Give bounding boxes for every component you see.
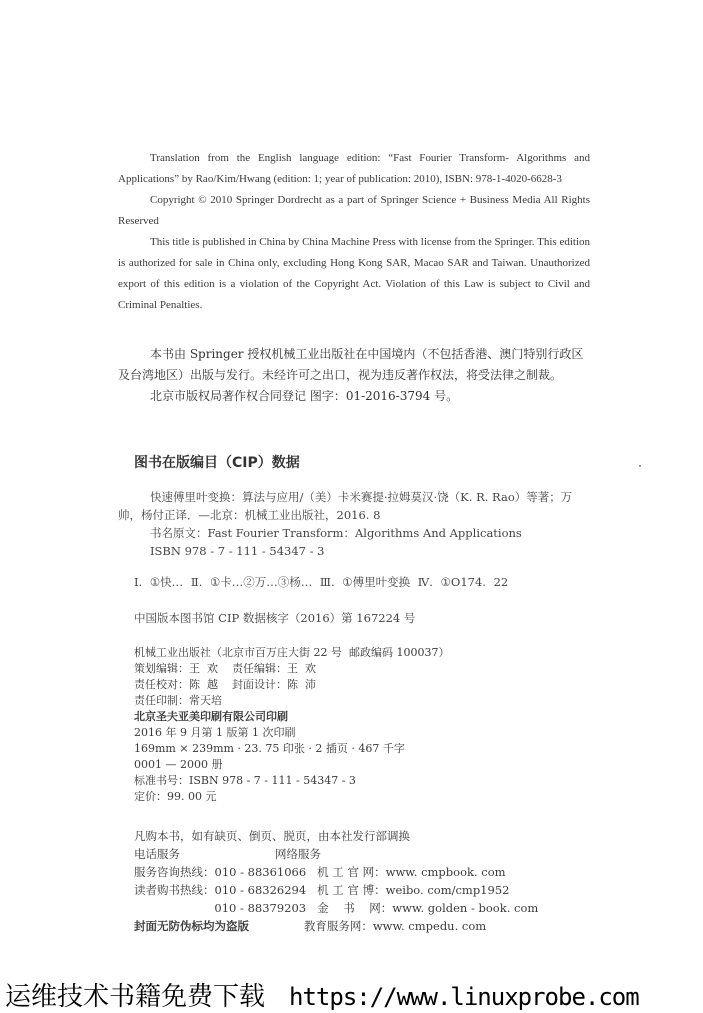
editors-line: 策划编辑：王 欢 责任编辑：王 欢	[134, 662, 316, 675]
anti-counterfeit-text: 封面无防伪标均为盗版	[134, 919, 249, 933]
print-run-line: 0001 — 2000 册	[134, 758, 223, 771]
purchase-hotline-line: 读者购书热线：010 - 68326294 机 工 官 博：weibo. com/cmp1952	[134, 883, 510, 897]
banner-url-link[interactable]: https://www.linuxprobe.com	[289, 983, 639, 1011]
cip-data	[118, 488, 590, 560]
print-supervisor-line: 责任印制：常天培	[134, 694, 222, 707]
format-line: 169mm × 239mm · 23. 75 印张 · 2 插页 · 467 千字	[134, 742, 405, 755]
cip-number: 中国版本图书馆 CIP 数据核字（2016）第 167224 号	[134, 611, 416, 625]
authorization-paragraph: 本书由 Springer 授权机械工业出版社在中国境内（不包括香港、澳门特别行政区及台湾地区）出版与发行。未经许可之出口，视为违反著作权法，将受法律之制裁。	[118, 347, 584, 382]
cip-heading: 图书在版编目（CIP）数据	[134, 455, 300, 471]
license-paragraph: This title is published in China by China Machine Press with license from the Springer. This edition is authorized for sale in China only, excluding Hong Kong SAR, Macao SAR and Taiwan. Unauthorized export of this edition is a violation of the Copyright Act. Violation of this Law is subject to Civil and Criminal Penalties.	[118, 236, 590, 311]
service-headings-line: 电话服务 网络服务	[134, 847, 322, 861]
extra-hotline-line: 010 - 88379203 金 书 网：www. golden - book. com	[134, 901, 539, 915]
cip-title-line: 快速傅里叶变换：算法与应用/（美）卡米赛提·拉姆莫汉·饶（K. R. Rao）等著；万帅，杨付正译．—北京：机械工业出版社，2016. 8	[118, 490, 573, 522]
education-site: 教育服务网：www. cmpedu. com	[249, 919, 487, 933]
chinese-copyright-notice	[118, 344, 590, 407]
translation-notice	[118, 148, 590, 316]
banner-label: 运维技术书籍免费下载	[5, 982, 266, 1012]
service-info	[134, 827, 538, 935]
standard-book-number-line: 标准书号：ISBN 978 - 7 - 111 - 54347 - 3	[134, 774, 356, 787]
registration-paragraph: 北京市版权局著作权合同登记 图字：01-2016-3794 号。	[150, 389, 459, 403]
cip-isbn: ISBN 978 - 7 - 111 - 54347 - 3	[150, 544, 325, 558]
translation-edition-paragraph: Translation from the English language edition: “Fast Fourier Transform- Algorithms and Applications” by Rao/Kim/Hwang (edition: 1; year of publication: 2010), ISBN: 978-1-4020-6628-3	[118, 152, 590, 185]
exchange-policy-line: 凡购本书，如有缺页、倒页、脱页，由本社发行部调换	[134, 829, 410, 843]
consult-hotline-line: 服务咨询热线：010 - 88361066 机 工 官 网：www. cmpbook. com	[134, 865, 506, 879]
cip-original-title: 书名原文：Fast Fourier Transform：Algorithms And Applications	[150, 526, 522, 540]
cip-classification: Ⅰ. ①快… Ⅱ. ①卡…②万…③杨… Ⅲ. ①傅里叶变换 Ⅳ. ①O174. 22	[134, 575, 509, 589]
download-banner	[5, 976, 639, 1013]
edition-line: 2016 年 9 月第 1 版第 1 次印刷	[134, 726, 296, 739]
scan-speck	[639, 465, 641, 467]
copyright-paragraph: Copyright © 2010 Springer Dordrecht as a part of Springer Science + Business Media All Rights Reserved	[118, 194, 590, 227]
proofreader-designer-line: 责任校对：陈 越 封面设计：陈 沛	[134, 678, 316, 691]
publisher-address: 机械工业出版社（北京市百万庄大街 22 号 邮政编码 100037）	[134, 646, 450, 659]
anti-counterfeit-line	[134, 917, 538, 935]
price-line: 定价：99. 00 元	[134, 790, 217, 803]
publisher-info	[134, 645, 449, 805]
printer-line: 北京圣夫亚美印刷有限公司印刷	[134, 710, 288, 723]
